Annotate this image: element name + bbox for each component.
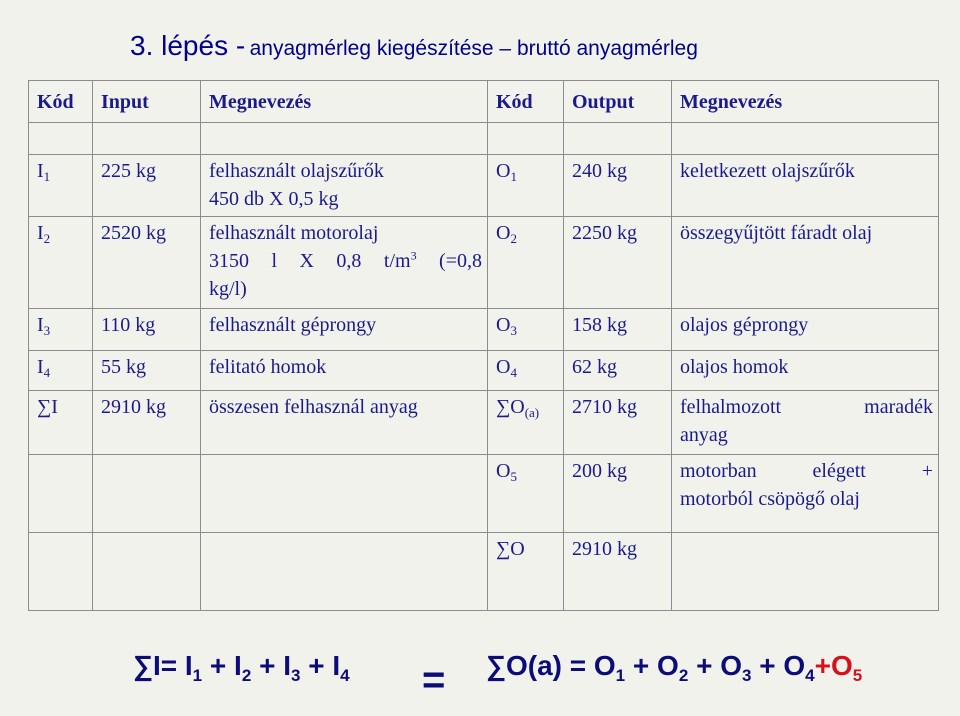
input-code: $I_4$ [29, 351, 93, 391]
input-qty: 110 kg [93, 309, 201, 351]
output-code: ∑O [488, 533, 564, 611]
table-header-row [29, 81, 939, 123]
input-name: összesen felhasznál anyag [201, 391, 488, 455]
table-row [29, 309, 939, 351]
table-row [29, 351, 939, 391]
input-name: felhasznált olajszűrők 450 db X 0,5 kg [201, 155, 488, 217]
input-qty: 225 kg [93, 155, 201, 217]
page-title [130, 30, 698, 62]
input-name: felhasznált géprongy [201, 309, 488, 351]
table-row [29, 155, 939, 217]
header-name-out: Megnevezés [672, 81, 939, 123]
input-name: felhasznált motorolaj 3150 l X 0,8 $t/m^3$ (=0,8 kg/l) [201, 217, 488, 309]
output-name: keletkezett olajszűrők [672, 155, 939, 217]
output-code: $O_2$ [488, 217, 564, 309]
input-name: felitató homok [201, 351, 488, 391]
output-qty: 2710 kg [564, 391, 672, 455]
output-qty: 2910 kg [564, 533, 672, 611]
header-name-in: Megnevezés [201, 81, 488, 123]
output-name: olajos homok [672, 351, 939, 391]
equals-sign: = [422, 658, 446, 702]
header-input: Input [93, 81, 201, 123]
output-qty: 62 kg [564, 351, 672, 391]
title-step: 3. lépés - [130, 30, 246, 61]
output-code: $O_5$ [488, 455, 564, 533]
table-row-total-input [29, 391, 939, 455]
output-name: motorban elégett + motorból csöpögő olaj [672, 455, 939, 533]
header-output: Output [564, 81, 672, 123]
input-qty: 55 kg [93, 351, 201, 391]
output-code: $O_4$ [488, 351, 564, 391]
material-balance-table [28, 80, 939, 611]
header-code-out: Kód [488, 81, 564, 123]
output-qty: 240 kg [564, 155, 672, 217]
output-code: $O_3$ [488, 309, 564, 351]
output-name: olajos géprongy [672, 309, 939, 351]
table-row [29, 217, 939, 309]
output-name: összegyűjtött fáradt olaj [672, 217, 939, 309]
input-code: $I_1$ [29, 155, 93, 217]
output-qty: 2250 kg [564, 217, 672, 309]
input-code: $I_2$ [29, 217, 93, 309]
table-row [29, 455, 939, 533]
table-spacer-row [29, 123, 939, 155]
title-subtitle: anyagmérleg kiegészítése – bruttó anyagmérleg [249, 37, 698, 60]
input-code: ∑I [29, 391, 93, 455]
formula-output-sum: $\sum O(a) = O_1 + O_2 + O_3 + O_4+O_5$ [486, 650, 863, 685]
output-code: $\sum O_{(a)}$ [488, 391, 564, 455]
output-code: $O_1$ [488, 155, 564, 217]
header-code-in: Kód [29, 81, 93, 123]
output-qty: 200 kg [564, 455, 672, 533]
input-qty: 2910 kg [93, 391, 201, 455]
output-name: felhalmozott maradék anyag [672, 391, 939, 455]
input-code: $I_3$ [29, 309, 93, 351]
output-qty: 158 kg [564, 309, 672, 351]
input-qty: 2520 kg [93, 217, 201, 309]
formula-input-sum: $\sum I= I_1 + I_2 + I_3 + I_4$ [133, 650, 350, 685]
table-row-total-output [29, 533, 939, 611]
